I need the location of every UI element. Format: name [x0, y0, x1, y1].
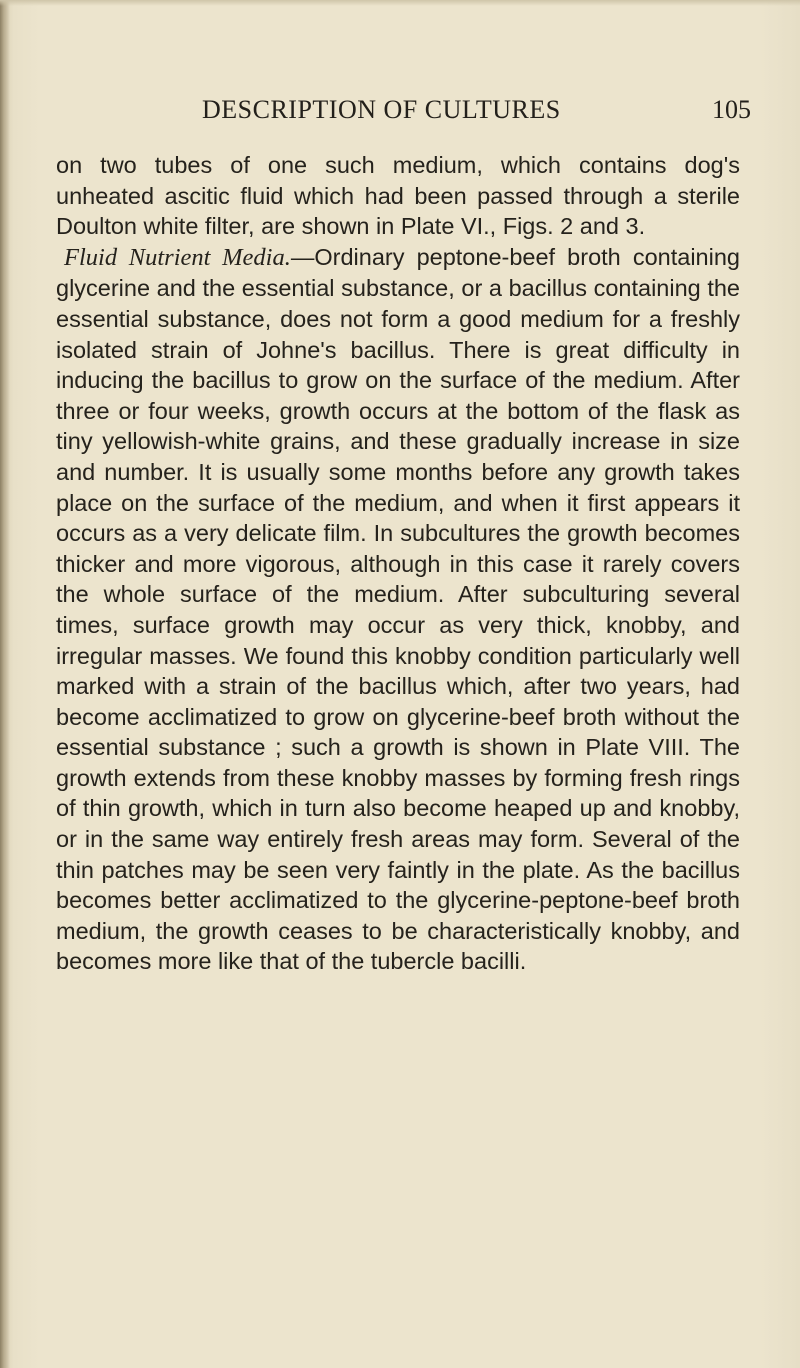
page-binding-edge: [0, 0, 10, 1368]
paragraph-text: on two tubes of one such medium, which contains dog's unheated ascitic fluid which had been passed through a sterile Doulton white filter, are shown in Plate VI., Figs. 2 and 3.: [56, 152, 740, 240]
page-number: 105: [712, 95, 751, 124]
paragraph-fluid-nutrient-media: [56, 242, 740, 977]
section-heading: Fluid Nutrient Media.: [64, 243, 291, 271]
body-text: [56, 150, 740, 977]
paragraph-text: —Ordinary peptone-beef broth containing glycerine and the essential substance, or a bacillus containing the essential substance, does not form a good medium for a freshly isolated strain of Johne's bacillus. There is great difficulty in inducing the bacillus to grow on the surface of the medium. After three or four weeks, growth occurs at the bottom of the flask as tiny yellowish-white grains, and these gradually increase in size and number. It is usually some months before any growth takes place on the surface of the medium, and when it first appears it occurs as a very delicate film. In subcultures the growth becomes thicker and more vigorous, although in this case it rarely covers the whole surface of the medium. After subculturing several times, surface growth may occur as very thick, knobby, and irregular masses. We found this knobby condition particularly well marked with a strain of the bacillus which, after two years, had become acclimatized to grow on glycerine-beef broth without the essential substance ; such a growth is shown in Plate VIII. The growth extends from these knobby masses by forming fresh rings of thin growth, which in turn also become heaped up and knobby, or in the same way entirely fresh areas may form. Several of the thin patches may be seen very faintly in the plate. As the bacillus becomes better acclimatized to the glycerine-peptone-beef broth medium, the growth ceases to be characteristically knobby, and becomes more like that of the tubercle bacilli.: [56, 243, 740, 975]
paragraph-continuation: [56, 150, 740, 242]
page-top-edge: [0, 0, 800, 6]
running-title: DESCRIPTION OF CULTURES: [202, 95, 561, 124]
page-header: [0, 92, 800, 132]
